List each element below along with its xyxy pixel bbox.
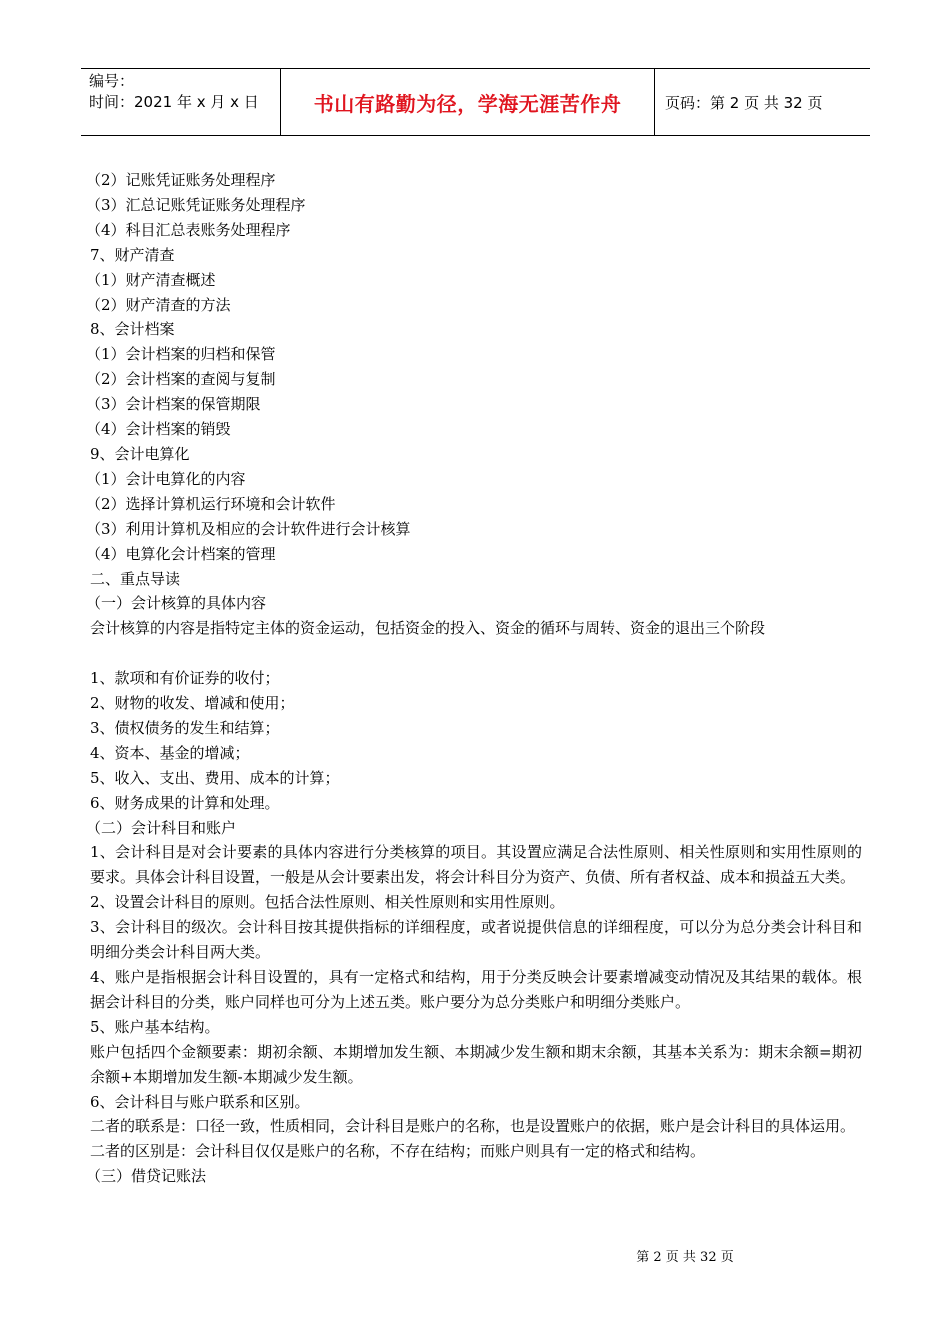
header-meta [81,69,281,135]
body-line: （4）科目汇总表账务处理程序 [86,220,291,239]
header-page-info: 页码：第 2 页 共 32 页 [665,93,823,112]
body-line: （2）财产清查的方法 [86,295,231,314]
section-heading: 8、会计档案 [90,320,175,339]
page-header [81,68,870,136]
subsection-heading: （二）会计科目和账户 [86,818,237,837]
header-motto: 书山有路勤为径，学海无涯苦作舟 [281,69,655,135]
body-line: 2、设置会计科目的原则。包括合法性原则、相关性原则和实用性原则。 [90,893,565,912]
body-paragraph: 3、会计科目的级次。会计科目按其提供指标的详细程度，或者说提供信息的详细程度，可以分为总分类会计科目和明细分类会计科目两大类。 [90,918,862,962]
body-paragraph: 4、账户是指根据会计科目设置的，具有一定格式和结构，用于分类反映会计要素增减变动情况及其结果的载体。根据会计科目的分类，账户同样也可分为上述五类。账户要分为总分类账户和明细分类账户。 [90,967,862,1011]
list-item: 2、财物的收发、增减和使用； [90,694,295,713]
body-line: （1）财产清查概述 [86,270,216,289]
body-line: （3）会计档案的保管期限 [86,395,261,414]
body-line: （4）会计档案的销毁 [86,420,231,439]
page-footer: 第 2 页 共 32 页 [636,1250,734,1265]
list-item: 4、资本、基金的增减； [90,743,250,762]
section-heading: 7、财产清查 [90,245,175,264]
list-item: 5、收入、支出、费用、成本的计算； [90,768,340,787]
body-line: （2）会计档案的查阅与复制 [86,370,276,389]
blank-line [90,641,862,666]
body-paragraph: 账户包括四个金额要素：期初余额、本期增加发生额、本期减少发生额和期末余额，其基本关系为：期末余额=期初余额+本期增加发生额-本期减少发生额。 [90,1042,862,1086]
body-paragraph: 二者的联系是：口径一致，性质相同，会计科目是账户的名称，也是设置账户的依据，账户是会计科目的具体运用。 [90,1117,856,1136]
body-line: 5、账户基本结构。 [90,1017,220,1036]
document-body [86,168,862,1189]
document-number-label: 编号： [89,72,135,90]
list-item: 3、债权债务的发生和结算； [90,718,280,737]
body-line: （2）记账凭证账务处理程序 [86,171,276,189]
body-line: （4）电算化会计档案的管理 [86,544,276,563]
body-line: 6、会计科目与账户联系和区别。 [90,1092,310,1111]
body-paragraph: 1、会计科目是对会计要素的具体内容进行分类核算的项目。其设置应满足合法性原则、相关性原则和实用性原则的要求。具体会计科目设置，一般是从会计要素出发，将会计科目分为资产、负债、所有者权益、成本和损益五大类。 [90,843,862,887]
section-heading: 二、重点导读 [90,569,181,588]
body-line: （3）利用计算机及相应的会计软件进行会计核算 [86,519,411,538]
body-line: 二者的区别是：会计科目仅仅是账户的名称，不存在结构；而账户则具有一定的格式和结构。 [90,1142,706,1161]
section-heading: 9、会计电算化 [90,444,190,463]
document-date: 时间：2021 年 x 月 x 日 [89,93,259,111]
subsection-heading: （一）会计核算的具体内容 [86,594,267,613]
body-line: 会计核算的内容是指特定主体的资金运动，包括资金的投入、资金的循环与周转、资金的退出三个阶段 [90,619,766,638]
list-item: 6、财务成果的计算和处理。 [90,793,280,812]
subsection-heading: （三）借贷记账法 [86,1167,207,1186]
list-item: 1、款项和有价证券的收付； [90,669,280,688]
body-line: （2）选择计算机运行环境和会计软件 [86,494,336,513]
body-line: （1）会计档案的归档和保管 [86,345,276,364]
body-line: （3）汇总记账凭证账务处理程序 [86,195,306,214]
body-line: （1）会计电算化的内容 [86,469,246,488]
